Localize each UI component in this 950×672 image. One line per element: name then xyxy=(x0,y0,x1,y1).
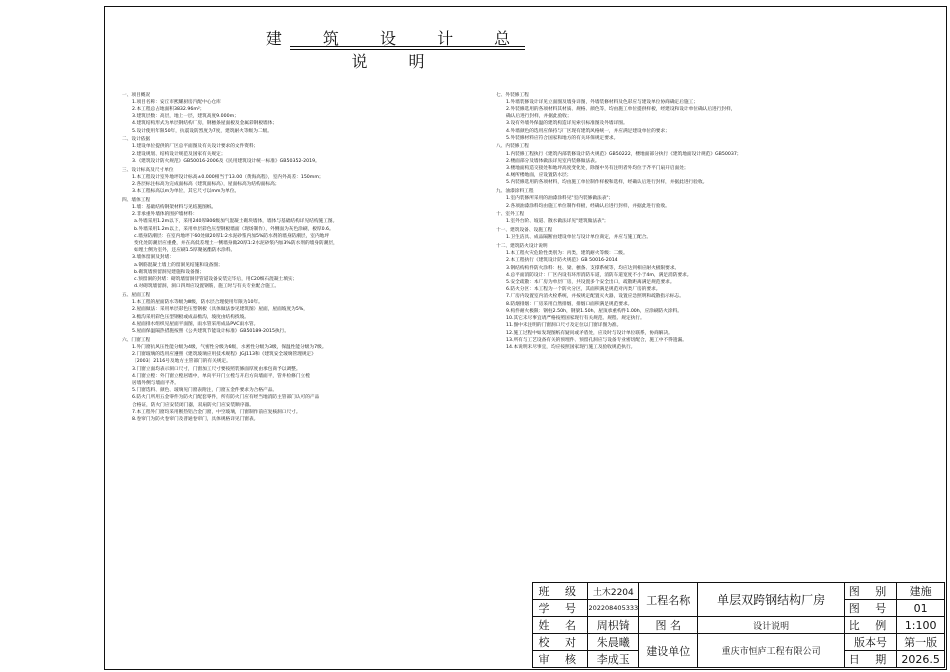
note-line: 13.所有与工艺设备有关的预埋件、预留孔洞应与设备专业密切配合，施工中不得遗漏。 xyxy=(506,337,687,343)
note-line: 1.本工程的屋面防水等级为Ⅲ级，防水层合理使用年限为10年。 xyxy=(132,300,263,306)
note-line: 9.构件耐火极限：钢柱2.50h，钢梁1.50h，屋顶承重构件1.00h，应涂刷防火涂料。 xyxy=(506,308,682,314)
drawing-value: 设计说明 xyxy=(698,617,844,634)
note-line: d.对砌筑墙留洞，洞口四周应设置钢筋，施工时与有关专业配合施工。 xyxy=(134,284,280,290)
notes-right-column xyxy=(496,90,742,351)
notes-left-column xyxy=(122,90,338,423)
note-line: 2.非承重外墙体的围护墙材料： xyxy=(132,212,198,218)
note-line: 3.设有外墙外保温的建筑构造详见索引标准图及外墙详图。 xyxy=(506,121,628,127)
note-line: c.预留洞的封堵：砌筑墙留洞待管道设备安装完毕后，用C20细石混凝土填实； xyxy=(134,277,298,283)
note-line: 2.各层标注标高为完成面标高（建筑面标高），屋面标高为结构面标高； xyxy=(132,181,280,187)
student-id-label: 学 号 xyxy=(533,600,588,617)
name-label: 姓 名 xyxy=(533,617,588,634)
note-line: 3.本工程标高以m为单位，其它尺寸以mm为单位。 xyxy=(132,189,240,195)
company-value: 重庆市恒庐工程有限公司 xyxy=(698,634,844,668)
note-line: b.砌筑墙预留洞见建施和设备图； xyxy=(134,269,205,275)
review-value: 李成玉 xyxy=(588,651,639,668)
note-line: 1.本工程火灾危险性类别为：丙类，建筑耐火等级：二级。 xyxy=(506,251,628,257)
note-line: 6.防火门所用五金零件为防火门配套零件，所有防火门应有经当地消防主管部门认可的产品 xyxy=(132,395,320,401)
note-line: 变化处防潮层应重叠，并在高低差埋土一侧墙身做20厚1:2水泥砂浆内加3%防水剂的墙身防潮层， xyxy=(134,241,338,247)
note-line: 2.外装修选用的各项材料其材质、规格、颜色等，均由施工单位提供样板，经建设和设计单位确认后进行封样， xyxy=(506,106,736,112)
note-line: c.墙身防潮层：在室内地坪下60处做20厚1:2水泥砂浆内加5%防水剂的墙身防潮层，室内地坪 xyxy=(134,233,330,239)
proofread-label: 校 对 xyxy=(533,634,588,651)
note-line: 3.楼地面构造交接处和地坪高度变化处，除图中另有注明者外均位于齐平门扇开启面处； xyxy=(506,166,689,172)
note-line: 1.室外台阶、坡道、散水做法详见"建筑做法表"； xyxy=(506,219,609,225)
note-line: 如埋土侧为室外，还应刷1.5厚聚氨酯防水涂料。 xyxy=(134,248,236,254)
note-line: b.外墙采用1.2m以上，采用单层彩色压型钢板墙面（现场制作），外侧面为灰色涂刷，板厚0.6。 xyxy=(134,226,334,232)
number-value: 01 xyxy=(897,600,945,617)
note-line: 8.防烟排烟：厂房采用自然排烟，排烟口面积满足规范要求。 xyxy=(506,301,633,307)
note-line: 7.本工程外门窗均采用断热铝合金门窗，中空玻璃，门窗制作前应复核洞口尺寸。 xyxy=(132,409,301,415)
title-underline-1 xyxy=(290,46,525,47)
note-line: 5.外装修材料应符合国家和地方的有关环保规定要求。 xyxy=(506,135,619,141)
note-line: 2.楼面部分及墙体做法详见室内装修做法表。 xyxy=(506,158,600,164)
section-heading: 十二、建筑防火设计说明 xyxy=(496,244,548,250)
student-id-value: 202208405333 xyxy=(588,600,639,617)
section-heading: 二、设计依据 xyxy=(122,137,151,143)
note-line: 3.建筑层数：高层，地上一层，建筑高度9.000m； xyxy=(132,114,239,120)
title-block xyxy=(532,582,945,668)
section-heading: 八、内装修工程 xyxy=(496,144,529,150)
note-line: 1.本工程设计室外地坪设计标高±0.000相当于13.00（黄海高程），室内外高差：150mm； xyxy=(132,174,324,180)
note-line: 2.各项油漆涂料均由施工单位制作样板，经确认后进行封样，并据此进行验收。 xyxy=(506,203,670,209)
note-line: 3.墙体留洞及封堵： xyxy=(132,255,174,261)
section-heading: 六、门窗工程 xyxy=(122,337,151,343)
note-line: 6.防火分区：本工程为一个防火分区，其面积满足规范对丙类厂房的要求。 xyxy=(506,287,661,293)
note-line: 1.卫生洁具、成品隔断由建设单位与设计单位商定，并应与施工配合。 xyxy=(506,235,652,241)
note-line: 5.门窗选料、颜色、玻璃见门窗表附注，门窗五金件要求为合格产品。 xyxy=(132,388,278,394)
note-line: 3.《建筑设计防火规范》GB50016-2006及《民用建筑设计统一标准》GB50352-2019。 xyxy=(132,158,320,164)
note-line: 2.本工程总占地面积3832.96m²； xyxy=(132,106,205,112)
note-line: 5.屋面保温隔热措施按照《公共建筑节能设计标准》GB50189-2015执行。 xyxy=(132,329,290,334)
review-label: 审 核 xyxy=(533,651,588,668)
note-line: 11.图中未注明的门窗洞口尺寸及定位以门窗详图为准。 xyxy=(506,323,622,329)
note-line: 1.外墙装修设计详见立面图及墙身详图，外墙装修材料及色彩应与建设单位协商确定后施工； xyxy=(506,99,698,105)
note-line: 3.檐沟采用彩色压型钢板或成品檐沟，坡度由结构找坡。 xyxy=(132,314,249,320)
note-line: 3.钢结构构件防火涂料：柱、梁、檩条、支撑系统等，均应达到相应耐火极限要求。 xyxy=(506,265,680,271)
number-label: 图 号 xyxy=(844,600,897,617)
note-line: 4.屋面排水组织见屋面平面图，雨水管采用成品PVC雨水管。 xyxy=(132,321,259,327)
note-line: 居墙外侧与墙面平齐。 xyxy=(132,380,179,386)
note-line: 确认后进行封样，并据此验收； xyxy=(506,114,572,120)
category-label: 图 别 xyxy=(844,583,897,600)
note-line: 合格证，防火门应安装闭门器，双扇防火门应安装顺序器。 xyxy=(132,402,254,408)
name-value: 周枳锜 xyxy=(588,617,639,634)
note-line: 7.厂房内设置室内消火栓系统，并按规定配置灭火器，设置应急照明和疏散指示标志。 xyxy=(506,294,684,300)
section-heading: 四、墙体工程 xyxy=(122,197,151,203)
note-line: 10.其它未尽事宜请严格按照国家现行有关规范、规程、规定执行。 xyxy=(506,316,645,322)
note-line: 14.本说明未尽事宜，均应按照国家现行施工及验收规范执行。 xyxy=(506,344,636,350)
company-label: 建设单位 xyxy=(639,634,698,668)
category-value: 建施 xyxy=(897,583,945,600)
note-line: 2.屋面做法：采用单层彩色压型钢板（具体做法参见建筑图）屋面，屋面坡度为5%， xyxy=(132,307,308,313)
date-value: 2026.5 xyxy=(897,651,945,668)
section-heading: 七、外装修工程 xyxy=(496,92,529,98)
note-line: 1.墙：基础结构钢架材料与见结施图纸。 xyxy=(132,205,217,211)
note-line: 4.门窗立樘：外门窗立樘居墙中，单向平开门立樘与开启方向墙面平，管井检修门立樘 xyxy=(132,373,310,379)
note-line: 8.卷帘门为防火卷帘门及普通卷帘门，具体规格详见门窗表。 xyxy=(132,416,259,422)
version-label: 版本号 xyxy=(844,634,897,651)
note-line: 2.门窗玻璃的选用应遵照《建筑玻璃应用技术规程》JGJ113和《建筑安全玻璃管理规定》 xyxy=(132,352,316,358)
note-line: 4.外墙颜色的选用应保持与厂区现有建筑风格统一，并应满足建设单位的要求； xyxy=(506,128,670,134)
note-line: 1.项目名称：安丘市熙耀厨房汽配中心仓库 xyxy=(132,99,221,105)
note-line: 2.建设规划、结构设计规范及国家有关规定； xyxy=(132,151,226,157)
note-line: 4.建筑结构形式为单层钢结构厂房，钢檩条屋面板及金属彩钢板墙体； xyxy=(132,121,278,127)
title-underline-2 xyxy=(290,49,525,50)
section-heading: 五、屋面工程 xyxy=(122,292,151,298)
proofread-value: 朱晨曦 xyxy=(588,634,639,651)
note-line: 5.设计使用年限50年，抗震设防烈度为7度，建筑耐火等级为二级。 xyxy=(132,128,272,134)
note-line: 1.建设单位提供的厂区总平面图及有关设计要求的文件资料； xyxy=(132,144,259,150)
sheet-title: 建 筑 设 计 总 说 明 xyxy=(265,29,529,71)
class-label: 班 级 xyxy=(533,583,588,600)
scale-label: 比 例 xyxy=(844,617,897,634)
note-line: 1.内装修工程执行《建筑内部装修设计防火规范》GB50222，楼地面部分执行《建筑地面设计规范》GB50037； xyxy=(506,151,742,157)
note-line: a.外墙采用1.2m以下，采用240厚B06级加气混凝土砌块墙体，墙体与基础结构详见结构施工图。 xyxy=(134,219,338,225)
note-line: 5.安全疏散：本厂房为单层厂房，共设置多个安全出口，疏散距离满足规范要求。 xyxy=(506,280,675,286)
project-value: 单层双跨钢结构厂房 xyxy=(698,583,844,617)
section-heading: 一、项目概况 xyxy=(122,92,151,98)
note-line: 5.内装修选用的各项材料，均由施工单位制作样板和选样，经确认后进行封样，并据此进行验收。 xyxy=(506,180,708,186)
project-label: 工程名称 xyxy=(639,583,698,617)
section-heading: 九、油漆涂料工程 xyxy=(496,189,534,195)
note-line: 12.施工过程中如发现图纸有疑问或矛盾处，应及时与设计单位联系，协商解决。 xyxy=(506,330,673,336)
note-line: 1.室内装修所采用的油漆涂料见"室内装修做法表"； xyxy=(506,196,614,202)
note-line: 3.门窗立面均表示洞口尺寸，门窗加工尺寸要按照装修面厚度由承包商予以调整。 xyxy=(132,366,301,372)
section-heading: 十、室外工程 xyxy=(496,212,525,218)
section-heading: 十一、建筑设备、设施工程 xyxy=(496,228,553,234)
note-line: 〔2003〕2116号及地方主管部门的有关规定。 xyxy=(132,359,231,365)
note-line: 4.总平面消防设计：厂区内设有环形消防车道，消防车道宽度不小于4m，满足消防要求。 xyxy=(506,272,692,278)
drawing-label: 图 名 xyxy=(639,617,698,634)
version-value: 第一版 xyxy=(897,634,945,651)
note-line: a.钢筋混凝土墙上的留洞见结施和设备图； xyxy=(134,262,223,268)
scale-value: 1:100 xyxy=(897,617,945,634)
class-value: 土木2204 xyxy=(588,583,639,600)
section-heading: 三、设计标高及尺寸单位 xyxy=(122,167,174,173)
note-line: 1.外门窗抗风压性能分级为4级，气密性分级为6级，水密性分级为3级，保温性能分级为7级。 xyxy=(132,344,327,350)
note-line: 4.厕所楼地面，应设置防水层； xyxy=(506,173,572,179)
date-label: 日 期 xyxy=(844,651,897,668)
note-line: 2.本工程执行《建筑设计防火规范》GB 50016-2014 xyxy=(506,258,618,264)
